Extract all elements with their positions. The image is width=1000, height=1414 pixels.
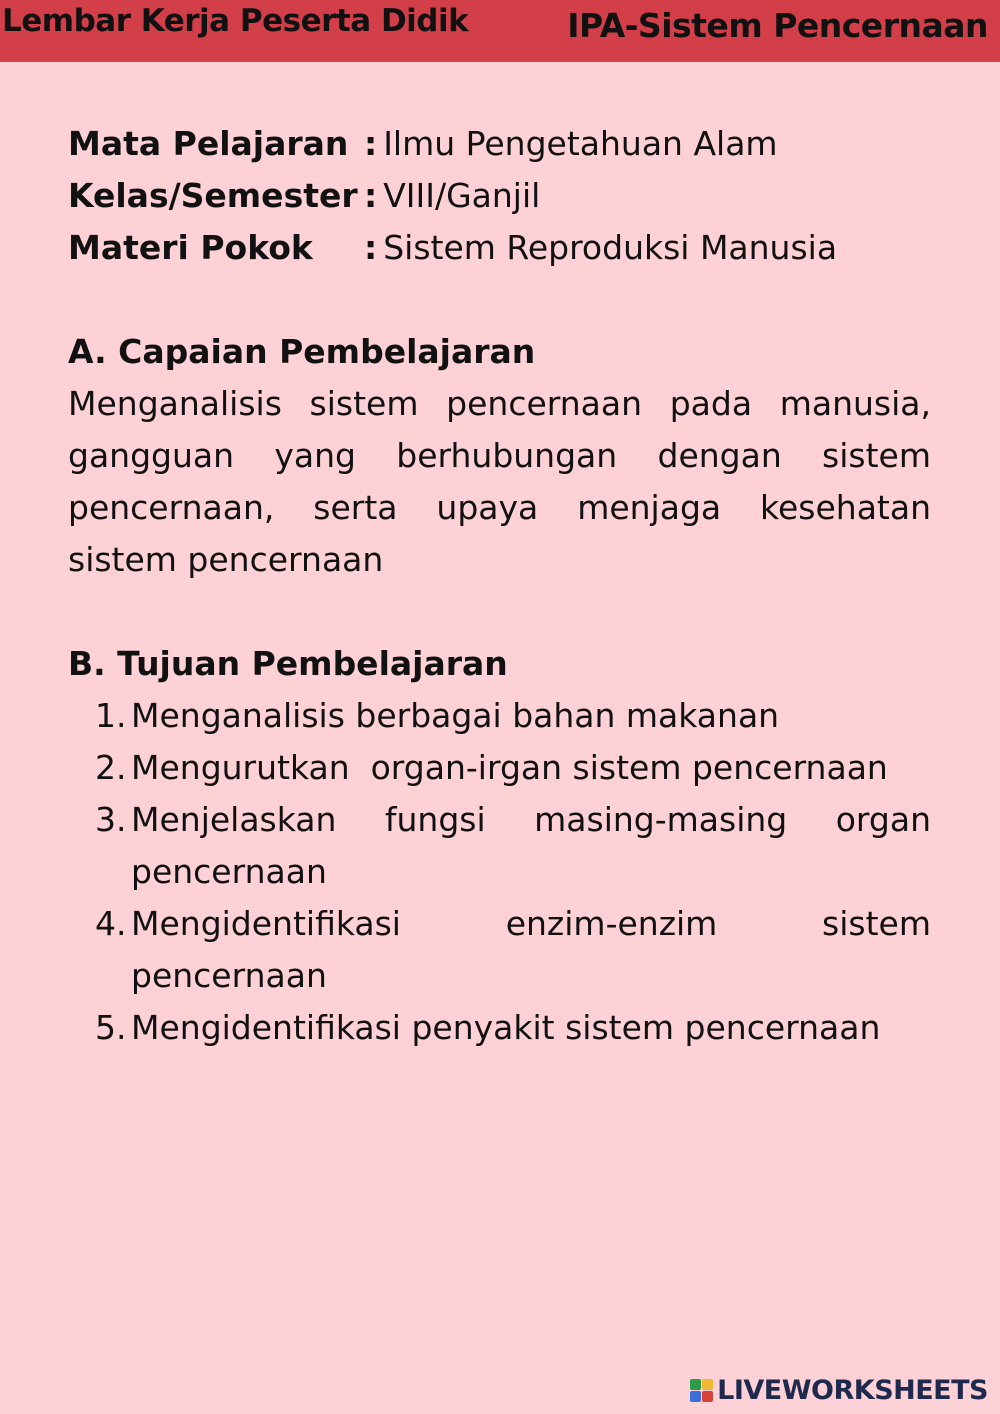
logo-text: LIVEWORKSHEETS	[717, 1375, 988, 1406]
list-number: 2.	[95, 748, 127, 787]
list-item	[68, 1002, 931, 1054]
list-item	[68, 742, 931, 794]
list-number: 4.	[95, 904, 127, 943]
logo-square-icon	[702, 1379, 713, 1390]
info-label: Kelas/Semester	[68, 176, 358, 215]
logo-square-icon	[690, 1379, 701, 1390]
section-b-title: B. Tujuan Pembelajaran	[68, 644, 508, 683]
header-bar	[0, 0, 1000, 62]
liveworksheets-logo	[690, 1375, 988, 1406]
list-number: 3.	[95, 800, 127, 839]
logo-square-icon	[690, 1391, 701, 1402]
info-value: Sistem Reproduksi Manusia	[383, 228, 838, 267]
objectives-list	[68, 690, 931, 1054]
section-a-text: Menganalisis sistem pencernaan pada manusia, gangguan yang berhubungan dengan sistem pencernaan, serta upaya menjaga kesehatan sistem pencernaan	[68, 384, 931, 579]
section-a-title: A. Capaian Pembelajaran	[68, 332, 536, 371]
list-text: Mengidentifikasi penyakit sistem pencernaan	[131, 1008, 881, 1047]
list-text: Menjelaskan fungsi masing-masing organ pencernaan	[131, 800, 931, 891]
worksheet-content	[68, 118, 931, 1054]
header-right-title: IPA-Sistem Pencernaan	[567, 6, 988, 45]
list-text: Menganalisis berbagai bahan makanan	[131, 696, 780, 735]
list-item	[68, 794, 931, 898]
info-row-topic	[68, 222, 931, 274]
info-value: VIII/Ganjil	[383, 176, 541, 215]
list-item	[68, 898, 931, 1002]
info-label: Mata Pelajaran	[68, 124, 349, 163]
info-label: Materi Pokok	[68, 228, 313, 267]
info-colon: :	[364, 124, 378, 163]
info-row-class	[68, 170, 931, 222]
info-colon: :	[364, 176, 378, 215]
logo-square-icon	[702, 1391, 713, 1402]
list-item	[68, 690, 931, 742]
liveworksheets-logo-icon	[690, 1379, 713, 1402]
header-left-title: Lembar Kerja Peserta Didik	[2, 3, 469, 39]
info-row-subject	[68, 118, 931, 170]
list-text: Mengurutkan organ-irgan sistem pencernaan	[131, 748, 888, 787]
list-text: Mengidentifikasi enzim-enzim sistem pencernaan	[131, 904, 931, 995]
info-colon: :	[364, 228, 378, 267]
list-number: 5.	[95, 1008, 127, 1047]
list-number: 1.	[95, 696, 127, 735]
info-value: Ilmu Pengetahuan Alam	[383, 124, 778, 163]
